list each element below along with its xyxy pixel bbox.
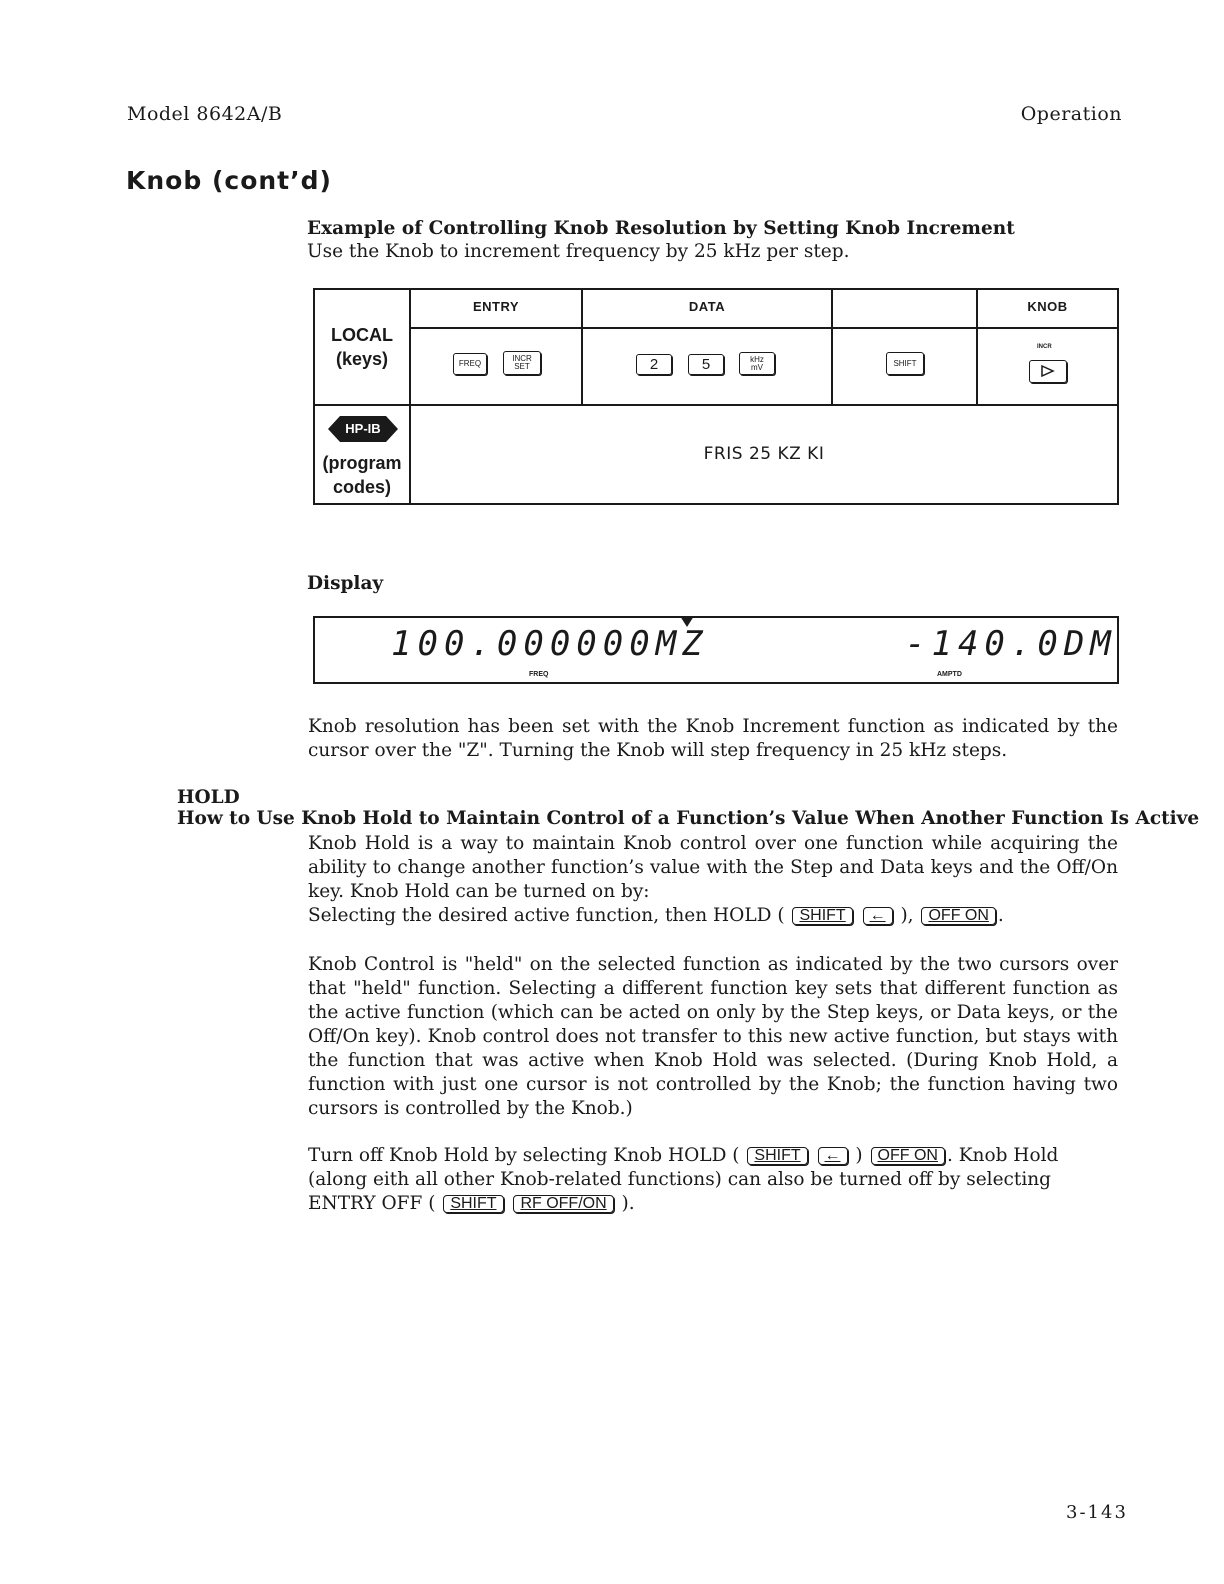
knob-incr-caption: INCR — [1037, 344, 1052, 350]
header-knob: KNOB — [1027, 299, 1068, 314]
digit-2-key: 2 — [636, 354, 672, 375]
program-code: FRIS 25 KZ KI — [703, 444, 825, 464]
freq-caption: FREQ — [529, 671, 549, 678]
header-data: DATA — [688, 299, 726, 314]
shift-keycap: SHIFT — [792, 907, 852, 925]
hold-paragraph-2: Knob Control is "held" on the selected function as indicated by the two cursors over that "held" function. Selecting a different function key sets that different function as the active function (which can be acted on only by the Step keys, or Data keys, or the Off/On key). Knob control does not transfer to this new active function, but stays with the function that was active when Knob Hold was selected. (During Knob Hold, a function with just one cursor is not controlled by the Knob; the function having two cursors is controlled by the Knob.) — [308, 954, 1118, 1119]
local-label: LOCAL (keys) — [331, 325, 393, 369]
hpib-badge — [328, 414, 398, 444]
program-codes-label: (program codes) — [322, 453, 402, 497]
resolution-note: Knob resolution has been set with the Knob Increment function as indicated by the cursor over the "Z". Turning the Knob will step frequency in 25 kHz steps. — [308, 716, 1118, 761]
header-model: Model 8642A/B — [127, 103, 283, 125]
hold-heading: HOLD — [177, 787, 240, 808]
hpib-badge-label: HP-IB — [345, 421, 381, 436]
hold-subheading: How to Use Knob Hold to Maintain Control of a Function’s Value When Another Function Is Active — [177, 808, 1200, 829]
key-sequence-table — [313, 288, 1119, 505]
shift-keycap-3: SHIFT — [443, 1195, 503, 1213]
right-arrow-icon — [1038, 364, 1058, 378]
off-on-keycap: OFF ON — [921, 907, 995, 925]
frequency-readout: 100.000000MZ — [391, 624, 709, 664]
hold-paragraph-3: Turn off Knob Hold by selecting Knob HOLD ( SHIFT ← ) OFF ON . Knob Hold (along eith all other Knob-related functions) can also be turned off by selecting ENTRY OFF ( SHIFT RF OFF/ON ). — [308, 1145, 1059, 1214]
knob-increment-key — [1029, 360, 1067, 383]
incr-set-key: INCR SET — [503, 351, 541, 375]
back-arrow-keycap: ← — [863, 907, 893, 925]
amplitude-readout: -140.0DM — [905, 624, 1117, 664]
display-label: Display — [307, 573, 384, 594]
shift-key: SHIFT — [886, 352, 924, 375]
hold-paragraph-1: Knob Hold is a way to maintain Knob control over one function while acquiring the ability to change another function’s value with the Step and Data keys and the Off/On key. Knob Hold can be turned on by: — [308, 833, 1118, 902]
hold-select-line: Selecting the desired active function, then HOLD ( SHIFT ← ), OFF ON . — [308, 905, 1004, 926]
back-arrow-keycap-2: ← — [818, 1147, 848, 1165]
example-title: Example of Controlling Knob Resolution by Setting Knob Increment — [307, 218, 1015, 239]
page-number: 3-143 — [1066, 1502, 1128, 1523]
header-section: Operation — [1020, 103, 1122, 125]
header-entry: ENTRY — [472, 299, 520, 314]
digit-5-key: 5 — [688, 354, 724, 375]
instrument-display — [313, 616, 1119, 684]
freq-key: FREQ — [453, 353, 487, 375]
amptd-caption: AMPTD — [937, 671, 962, 678]
khz-mv-key: kHz mV — [739, 352, 775, 375]
example-subtitle: Use the Knob to increment frequency by 25 kHz per step. — [307, 241, 850, 262]
rf-off-on-keycap: RF OFF/ON — [513, 1195, 613, 1213]
off-on-keycap-2: OFF ON — [871, 1147, 945, 1165]
shift-keycap-2: SHIFT — [747, 1147, 807, 1165]
section-title: Knob (cont’d) — [126, 166, 332, 195]
